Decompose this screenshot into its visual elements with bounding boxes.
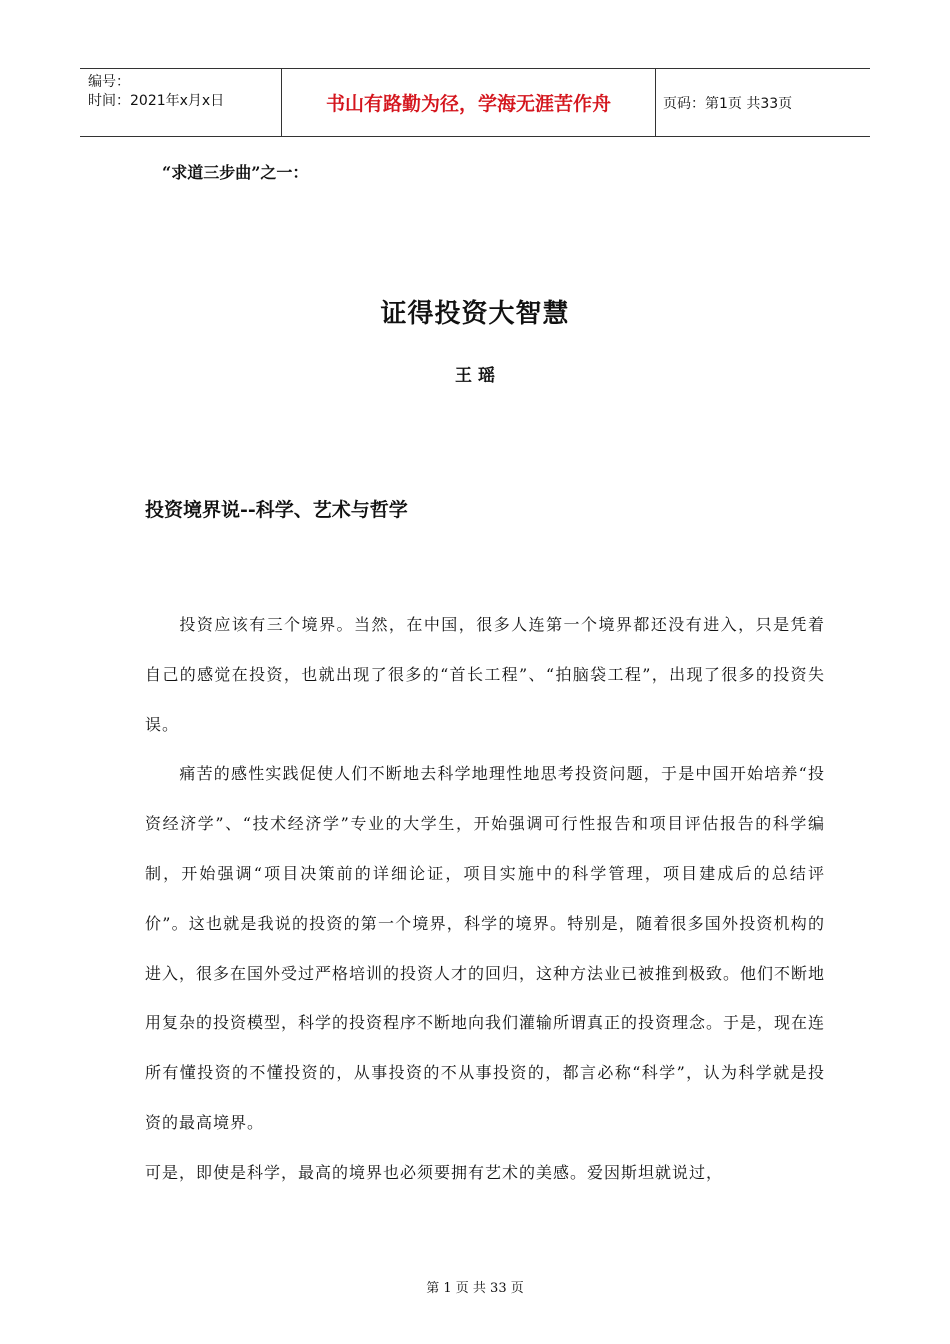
paragraph: 投资应该有三个境界。当然，在中国，很多人连第一个境界都还没有进入，只是凭着自己的感觉在投资，也就出现了很多的“首长工程”、“拍脑袋工程”，出现了很多的投资失误。 xyxy=(145,615,825,734)
header-motto: 书山有路勤为径，学海无涯苦作舟 xyxy=(282,69,656,136)
header-info-cell xyxy=(80,69,282,136)
document-author: 王 瑶 xyxy=(455,366,495,386)
document-number-label: 编号： xyxy=(88,74,130,90)
series-prefix: “求道三步曲”之一： xyxy=(162,163,309,182)
paragraph: 痛苦的感性实践促使人们不断地去科学地理性地思考投资问题，于是中国开始培养“投资经济学”、“技术经济学”专业的大学生，开始强调可行性报告和项目评估报告的科学编制，开始强调“项目决策前的详细论证，项目实施中的科学管理，项目建成后的总结评价”。这也就是我说的投资的第一个境界，科学的境界。特别是，随着很多国外投资机构的进入，很多在国外受过严格培训的投资人才的回归，这种方法业已被推到极致。他们不断地用复杂的投资模型，科学的投资程序不断地向我们灌输所谓真正的投资理念。于是，现在连所有懂投资的不懂投资的，从事投资的不从事投资的，都言必称“科学”，认为科学就是投资的最高境界。 xyxy=(145,764,826,1132)
document-date-label: 时间：2021年x月x日 xyxy=(88,93,225,109)
paragraph: 可是，即使是科学，最高的境界也必须要拥有艺术的美感。爱因斯坦就说过， xyxy=(145,1162,724,1182)
document-title: 证得投资大智慧 xyxy=(380,299,570,329)
page-header xyxy=(80,68,870,137)
body-text xyxy=(145,600,825,1198)
section-heading: 投资境界说--科学、艺术与哲学 xyxy=(145,499,408,521)
header-page-number: 页码：第1页 共33页 xyxy=(663,95,793,112)
page-footer: 第 1 页 共 33 页 xyxy=(426,1281,524,1296)
